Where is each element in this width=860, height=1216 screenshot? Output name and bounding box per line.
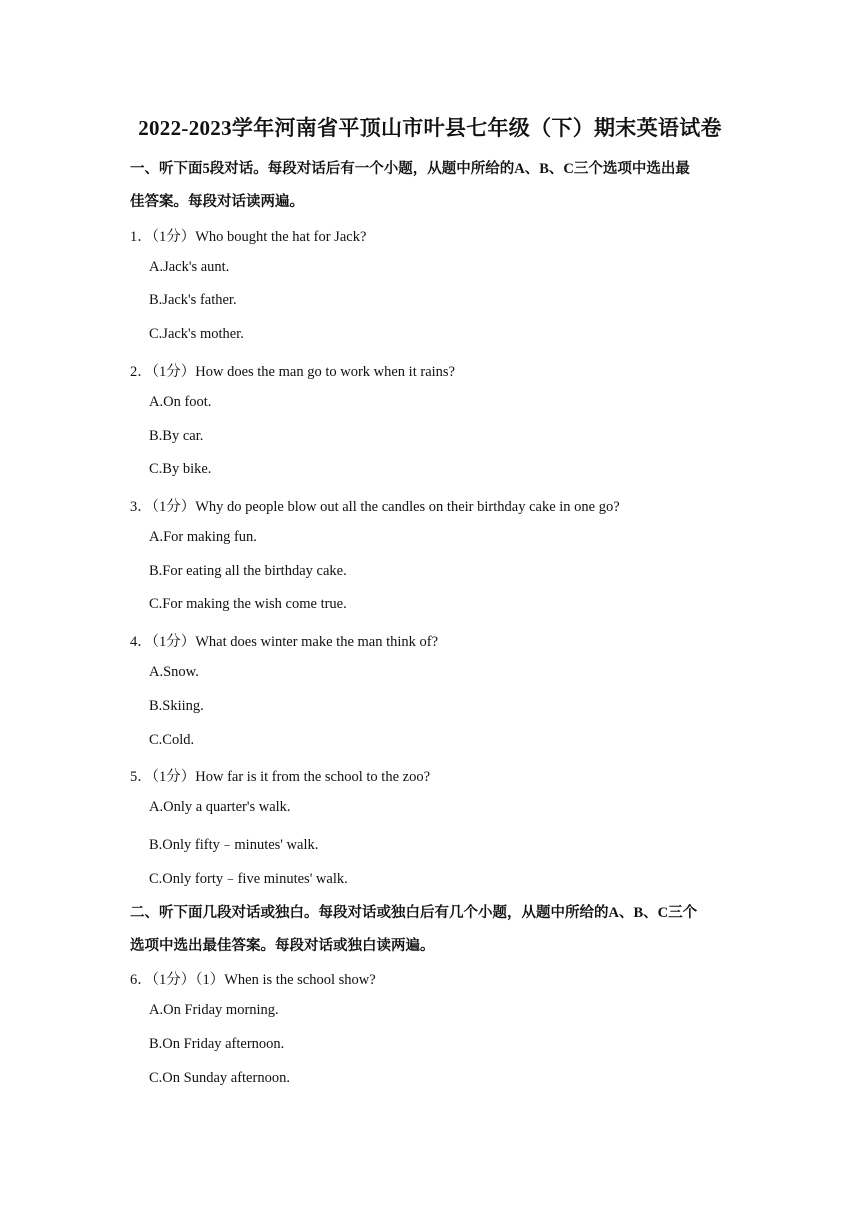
question-4-option-c: C.Cold.	[149, 732, 195, 748]
section-1-heading-line-1: 一、听下面5段对话。每段对话后有一个小题，从题中所给的A、B、C三个选项中选出最	[130, 161, 690, 177]
question-6-option-b: B.On Friday afternoon.	[149, 1036, 285, 1052]
question-4-stem: 4．（1分）What does winter make the man think of?	[130, 634, 439, 650]
question-2-option-c: C.By bike.	[149, 461, 212, 477]
question-1-option-c: C.Jack's mother.	[149, 326, 244, 342]
question-3-option-a: A.For making fun.	[149, 529, 257, 545]
question-5-option-b: B.Only fifty﹣minutes' walk.	[149, 837, 319, 853]
question-5-stem: 5．（1分）How far is it from the school to the zoo?	[130, 769, 431, 785]
question-1-option-b: B.Jack's father.	[149, 292, 237, 308]
question-4-option-a: A.Snow.	[149, 664, 199, 680]
section-2-heading-line-1: 二、听下面几段对话或独白。每段对话或独白后有几个小题，从题中所给的A、B、C三个	[130, 905, 698, 921]
question-1-stem: 1．（1分）Who bought the hat for Jack?	[130, 229, 367, 245]
section-1-heading-line-2: 佳答案。每段对话读两遍。	[130, 194, 304, 210]
question-6-option-c: C.On Sunday afternoon.	[149, 1070, 290, 1086]
page-title: 2022-2023学年河南省平顶山市叶县七年级（下）期末英语试卷	[138, 116, 722, 140]
question-6-stem: 6．（1分）（1）When is the school show?	[130, 972, 376, 988]
question-5-option-c: C.Only forty﹣five minutes' walk.	[149, 871, 348, 887]
question-6-option-a: A.On Friday morning.	[149, 1002, 279, 1018]
question-3-option-b: B.For eating all the birthday cake.	[149, 563, 347, 579]
question-4-option-b: B.Skiing.	[149, 698, 204, 714]
question-3-stem: 3．（1分）Why do people blow out all the candles on their birthday cake in one go?	[130, 499, 620, 515]
section-2-heading-line-2: 选项中选出最佳答案。每段对话或独白读两遍。	[130, 938, 435, 954]
question-5-option-a: A.Only a quarter's walk.	[149, 799, 291, 815]
question-1-option-a: A.Jack's aunt.	[149, 259, 230, 275]
question-2-option-b: B.By car.	[149, 428, 204, 444]
question-2-stem: 2．（1分）How does the man go to work when it rains?	[130, 364, 455, 380]
question-2-option-a: A.On foot.	[149, 394, 212, 410]
question-3-option-c: C.For making the wish come true.	[149, 596, 347, 612]
